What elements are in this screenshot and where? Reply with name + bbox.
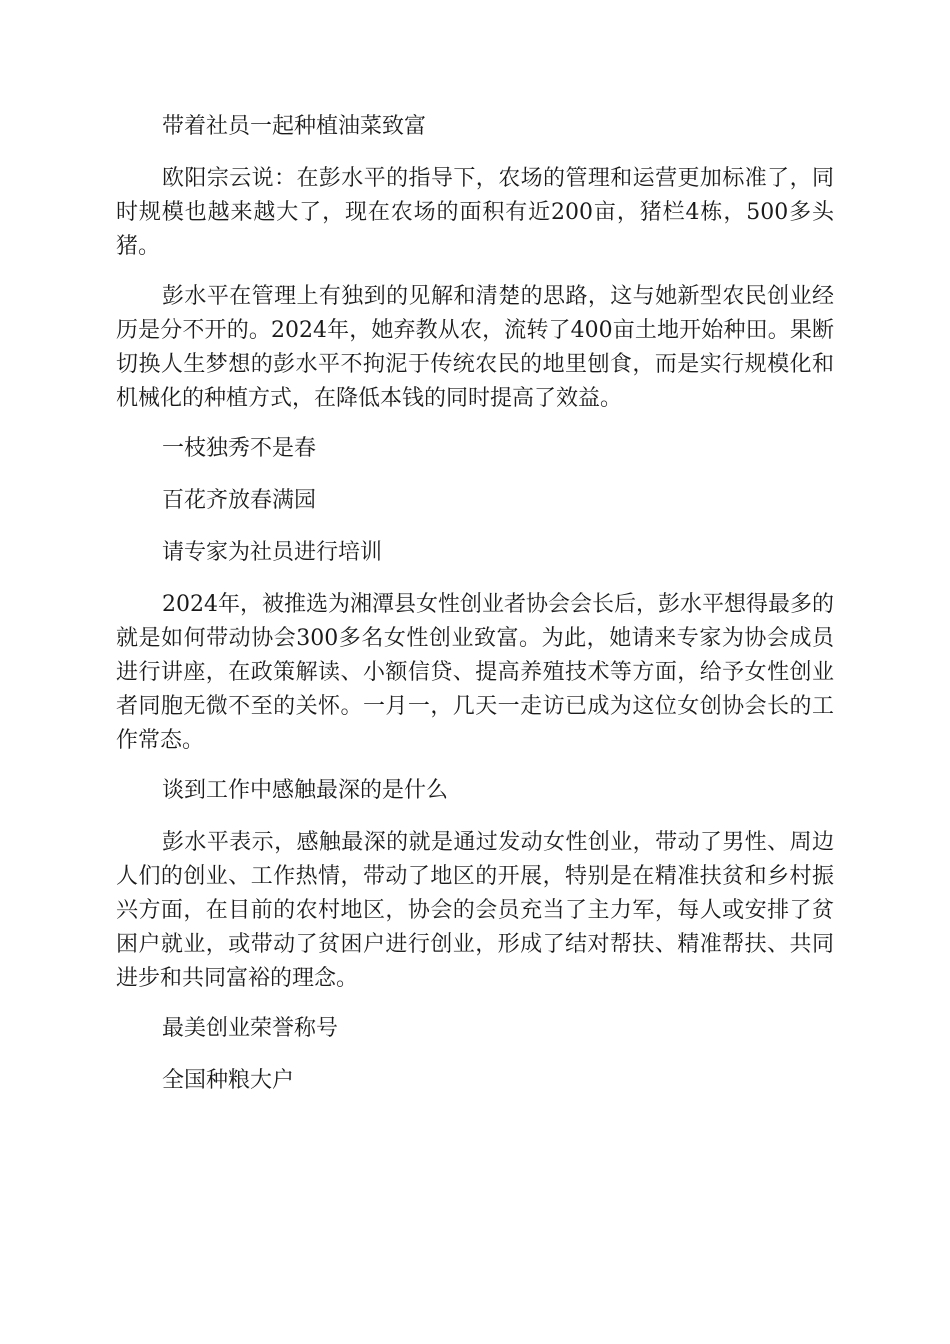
section-heading: 带着社员一起种植油菜致富	[162, 114, 427, 139]
body-paragraph: 彭水平表示，感触最深的就是通过发动女性创业，带动了男性、周边人们的创业、工作热情，带动了地区的开展，特别是在精准扶贫和乡村振兴方面，在目前的农村地区，协会的会员充当了主力军，每人或安排了贫困户就业，或带动了贫困户进行创业，形成了结对帮扶、精准帮扶、共同进步和共同富裕的理念。	[116, 830, 834, 991]
section-heading: 最美创业荣誉称号	[162, 1016, 339, 1041]
body-paragraph: 2024年，被推选为湘潭县女性创业者协会会长后，彭水平想得最多的就是如何带动协会300多名女性创业致富。为此，她请来专家为协会成员进行讲座，在政策解读、小额信贷、提高养殖技术等方面，给予女性创业者同胞无微不至的关怀。一月一，几天一走访已成为这位女创协会长的工作常态。	[116, 592, 834, 753]
document-body	[116, 110, 834, 1116]
section-heading: 请专家为社员进行培训	[162, 540, 383, 565]
section-heading: 全国种粮大户	[162, 1068, 295, 1093]
body-paragraph: 彭水平在管理上有独到的见解和清楚的思路，这与她新型农民创业经历是分不开的。2024年，她弃教从农，流转了400亩土地开始种田。果断切换人生梦想的彭水平不拘泥于传统农民的地里刨食，而是实行规模化和机械化的种植方式，在降低本钱的同时提高了效益。	[116, 284, 834, 411]
section-heading: 一枝独秀不是春	[162, 436, 317, 461]
body-paragraph: 欧阳宗云说：在彭水平的指导下，农场的管理和运营更加标准了，同时规模也越来越大了，现在农场的面积有近200亩，猪栏4栋，500多头猪。	[116, 166, 834, 259]
section-heading: 百花齐放春满园	[162, 488, 317, 513]
section-heading: 谈到工作中感触最深的是什么	[162, 778, 449, 803]
